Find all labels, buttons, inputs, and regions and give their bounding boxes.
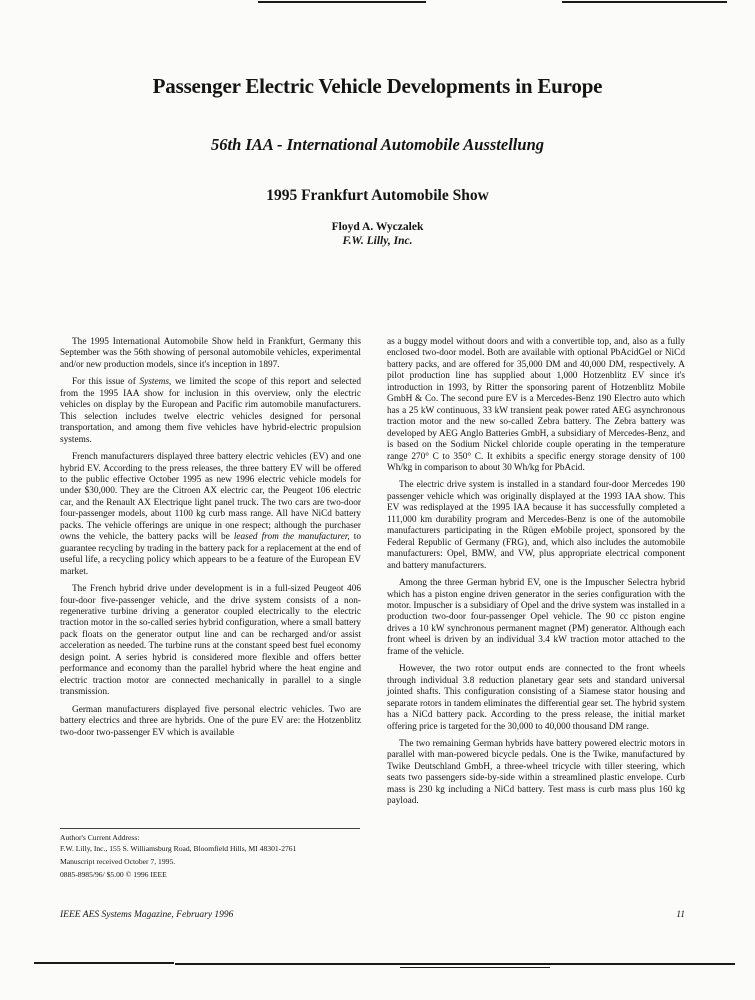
paragraph: French manufacturers displayed three battery electric vehicles (EV) and one hybrid EV. According to the press releases, the three battery EV will be offered to the public effective October 1995 as new 1996 electric vehicle models for under $30,000. They are the Citroen AX electric car, the Peugeot 106 electric car, and the Renault AX Electrique light panel truck. The two cars are two-door four-passenger models, about 1100 kg curb mass range. All have NiCd battery packs. The vehicle offerings are unique in one respect; although the purchaser owns the vehicle, the battery packs will be leased from the manufacturer, to guarantee recycling by trading in the battery pack for a replacement at the end of useful life, a recycling policy which appears to be a feature of the European EV market.: [60, 452, 361, 577]
author-affiliation: F.W. Lilly, Inc.: [342, 235, 413, 247]
bottom-rule-thin: [400, 967, 550, 968]
paragraph: as a buggy model without doors and with a convertible top, and, also as a fully enclosed two-door model. Both are available with optional PbAcidGel or NiCd battery packs, and are offered for 35,000 DM and 40,000 DM, respectively. A pilot production line has supplied about 1,000 Hotzenblitz EV since it's introduction in 1993, by Ritter the sponsoring parent of Hotzenblitz Mobile GmbH & Co. The second pure EV is a Mercedes-Benz 190 Electro auto which has a 25 kW continuous, 33 kW transient peak power rated AEG asynchronous traction motor and the new so-called Zebra battery. The Zebra battery was developed by AEG Anglo Batteries GmbH, a subsidiary of Mercedes-Benz, and is based on the Sodium Nickel chloride couple operating in the temperature range 270° C to 350° C. It exhibits a specific energy storage density of 100 Wh/kg in comparison to about 30 Wh/kg for PbAcid.: [387, 337, 685, 473]
paragraph: The electric drive system is installed in a standard four-door Mercedes 190 passenger vehicle which was originally displayed at the 1993 IAA show. This EV was redisplayed at the 1995 IAA because it has successfully completed a 111,000 km durability program and Mercedes-Benz is one of the automobile manufacturers participating in the Rügen eMobile project, sponsored by the Federal Republic of Germany (FRG), and, which also includes the automobile manufacturers: Opel, BMW, and VW, plus appropriate electrical component and battery manufacturers.: [387, 480, 685, 571]
footnote-address: F.W. Lilly, Inc., 155 S. Williamsburg Road, Bloomfield Hills, MI 48301-2761: [60, 844, 297, 853]
page-number: 11: [676, 910, 685, 920]
article-title: Passenger Electric Vehicle Developments in Europe: [152, 74, 603, 98]
paragraph: The 1995 International Automobile Show held in Frankfurt, Germany this September was the 56th showing of personal automobile vehicles, experimental and/or new production models, since it's inception in 1897.: [60, 337, 361, 370]
bottom-rule-main: [175, 963, 735, 965]
article-subtitle: 56th IAA - International Automobile Ausstellung: [210, 135, 544, 154]
paragraph: However, the two rotor output ends are connected to the front wheels through individual 3.8 reduction planetary gear sets and standard universal jointed shafts. This configuration consisting of a Siamese stator housing and separate rotors in tandem eliminates the differential gear set. The hybrid system has a NiCd battery pack. According to the press release, the initial market offering price is targeted for the 30,000 to 40,000 thousand DM range.: [387, 664, 685, 732]
journal-citation: IEEE AES Systems Magazine, February 1996: [60, 910, 234, 920]
paragraph: German manufacturers displayed five personal electric vehicles. Two are battery electrics and three are hybrids. One of the pure EV are: the Hotzenblitz two-door two-passenger EV which is available: [60, 704, 361, 738]
show-name: 1995 Frankfurt Automobile Show: [266, 187, 489, 204]
author-name: Floyd A. Wyczalek: [331, 221, 424, 233]
left-column: [60, 337, 361, 745]
footnote-label: Author's Current Address:: [60, 833, 140, 842]
paragraph: For this issue of Systems, we limited the scope of this report and selected from the 1995 IAA show for inclusion in this overview, only the electric vehicles on display by the European and Pacific rim automobile manufacturers. This selection includes twelve electric vehicles designed for personal transportation, and among them five vehicles have hybrid-electric propulsion systems.: [60, 377, 362, 445]
top-rule-left: [258, 1, 426, 3]
paragraph: The French hybrid drive under development is in a full-sized Peugeot 406 four-door five-passenger vehicle, and the drive system consists of a non-regenerative turbine driving a generator coupled electrically to the electric traction motor in the so-called series hybrid configuration, where a small battery pack floats on the generator output line and can be recharged and/or assist acceleration as needed. The turbine runs at the constant speed best fuel economy design point. A series hybrid is considered more flexible and offers better performance and economy than the parallel hybrid where the heat engine and electric traction motor are connected mechanically in parallel to a single transmission.: [60, 584, 361, 698]
footnote-copyright: 0885-8985/96/ $5.00 © 1996 IEEE: [60, 870, 167, 879]
author-footnote: [60, 828, 360, 880]
bottom-rule-left: [34, 962, 174, 964]
top-rule-right: [562, 1, 727, 3]
footnote-received: Manuscript received October 7, 1995.: [60, 857, 176, 866]
right-column: [387, 337, 685, 814]
paragraph: The two remaining German hybrids have battery powered electric motors in parallel with man-powered bicycle pedals. One is the Twike, manufactured by Twike Deutschland GmbH, a three-wheel tricycle with tiller steering, which seats two passengers side-by-side within a streamlined plastic envelope. Curb mass is 230 kg including a NiCd battery. Test mass is curb mass plus 160 kg payload.: [387, 738, 685, 807]
paragraph: Among the three German hybrid EV, one is the Impuscher Selectra hybrid which has a piston engine driven generator in the series configuration with the motor. Impuscher is a subsidiary of Opel and the drive system was installed in a production two-door four-passenger Opel vehicle. The 90 cc piston engine drives a 10 kW synchronous permanent magnet (PM) generator. Although each front wheel is driven by an individual 3.4 kW traction motor attached to the frame of the vehicle.: [387, 578, 685, 657]
